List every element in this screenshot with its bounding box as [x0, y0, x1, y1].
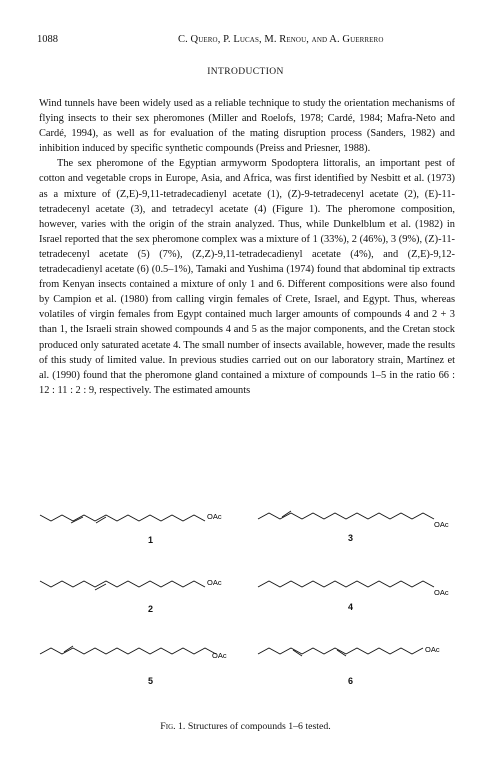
compound-number-5: 5 [148, 676, 154, 686]
structure-5 [40, 640, 230, 662]
compound-number-4: 4 [348, 602, 354, 612]
structure-4 [258, 573, 458, 595]
body-text [39, 96, 455, 398]
figure-caption [0, 721, 491, 732]
paragraph-2: The sex pheromone of the Egyptian armyworm Spodoptera littoralis, an important pest of cotton and vegetable crops in Europe, Asia, and Africa, was first identified by Nesbitt et al. (1973) as a mixture of (Z,E)-9,11-tetradecadienyl acetate (1), (Z)-9-tetradecenyl acetate (2), (E)-11-tetradecenyl acetate (3), and tetradecyl acetate (4) (Figure 1). The pheromone composition, however, varies with the origin of the strain analyzed. Thus, while Dunkelblum et al. (1982) in Israel reported that the sex pheromone complex was a mixture of 1 (33%), 2 (46%), 3 (9%), (Z)-11-tetradecenyl acetate (5) (7%), (Z,Z)-9,11-tetradecadienyl acetate (4%), and (Z,E)-9,12-tetradecadienyl acetate (6) (0.5–1%), Tamaki and Yushima (1974) found that abdominal tip extracts from Kenyan insects contained a mixture of only 1 and 6. Different compositions were also found by Campion et al. (1980) from calling virgin females of Crete, Israel, and Egypt. Thus, whereas volatiles of virgin females from Egypt contained much larger amounts of compounds 4 and 2 + 3 than 1, the Israeli strain showed compounds 4 and 5 as the major components, and the Cretan stock produced only saturated acetate 4. The small number of insects available, however, made the results of this study of limited value. In previous studies carried out on our laboratory strain, Martínez et al. (1990) found that the pheromone gland contained a mixture of compounds 1–5 in the ratio 66 : 12 : 11 : 2 : 9, respectively. The estimated amounts [39, 158, 455, 396]
compound-number-1: 1 [148, 535, 154, 545]
caption-text: Structures of compounds 1–6 tested. [187, 721, 331, 732]
oac-label-4: OAc [434, 588, 449, 597]
page-number: 1088 [37, 34, 58, 45]
compound-number-3: 3 [348, 533, 354, 543]
caption-label: Fig. 1. [160, 721, 186, 732]
oac-label-1: OAc [207, 512, 222, 521]
oac-label-2: OAc [207, 578, 222, 587]
authors-text: C. Quero, P. Lucas, M. Renou, and A. Guerrero [178, 34, 384, 45]
structure-3 [258, 505, 458, 527]
section-title: INTRODUCTION [207, 67, 284, 77]
oac-label-6: OAc [425, 645, 440, 654]
structure-1 [40, 507, 230, 529]
paragraph-1: Wind tunnels have been widely used as a reliable technique to study the orientation mechanisms of flying insects to their sex pheromones (Miller and Roelofs, 1978; Cardé, 1984; Mafra-Neto and Cardé, 1994), as well as for evaluation of the mating disruption process (Sanders, 1982) and inhibition induced by specific synthetic compounds (Preiss and Priesner, 1988). [39, 98, 455, 155]
compound-number-6: 6 [348, 676, 354, 686]
running-header-authors [178, 34, 383, 45]
oac-label-3: OAc [434, 520, 449, 529]
oac-label-5: OAc [212, 651, 227, 660]
compound-number-2: 2 [148, 604, 154, 614]
structure-2 [40, 573, 230, 595]
structure-6 [258, 640, 458, 662]
